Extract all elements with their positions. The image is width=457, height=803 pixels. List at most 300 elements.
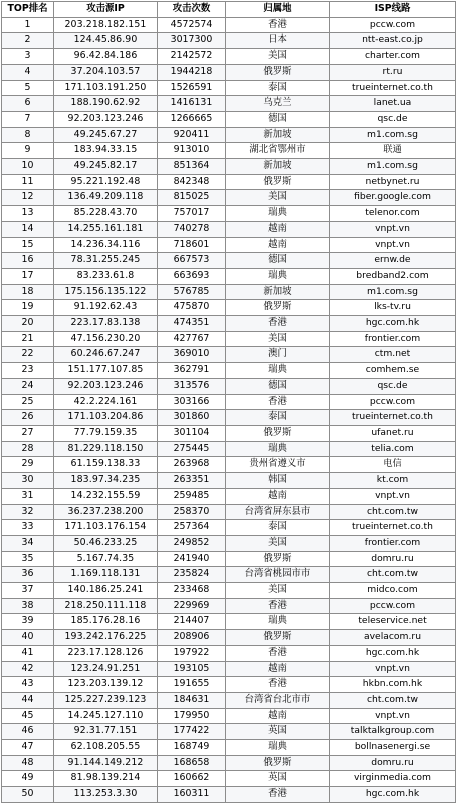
cell-location: 新加坡 — [226, 284, 330, 300]
cell-isp: frontier.com — [330, 535, 456, 551]
cell-rank: 7 — [2, 111, 54, 127]
table-row — [2, 17, 456, 33]
table-row — [2, 724, 456, 740]
table-row — [2, 268, 456, 284]
cell-attack-count: 475870 — [158, 300, 226, 316]
table-row — [2, 221, 456, 237]
table-row — [2, 174, 456, 190]
table-row — [2, 237, 456, 253]
cell-location: 新加坡 — [226, 127, 330, 143]
cell-rank: 41 — [2, 645, 54, 661]
cell-isp: qsc.de — [330, 111, 456, 127]
table-body — [2, 17, 456, 802]
cell-attack-count: 301860 — [158, 410, 226, 426]
cell-isp: kt.com — [330, 473, 456, 489]
cell-source-ip: 92.203.123.246 — [54, 111, 158, 127]
cell-attack-count: 576785 — [158, 284, 226, 300]
cell-isp: teleservice.net — [330, 614, 456, 630]
cell-attack-count: 214407 — [158, 614, 226, 630]
cell-source-ip: 113.253.3.30 — [54, 787, 158, 803]
cell-location: 泰国 — [226, 80, 330, 96]
cell-attack-count: 197922 — [158, 645, 226, 661]
cell-location: 新加坡 — [226, 159, 330, 175]
cell-isp: cht.com.tw — [330, 567, 456, 583]
cell-attack-count: 842348 — [158, 174, 226, 190]
cell-location: 泰国 — [226, 520, 330, 536]
cell-attack-count: 427767 — [158, 331, 226, 347]
cell-location: 香港 — [226, 316, 330, 332]
cell-location: 瑞典 — [226, 206, 330, 222]
cell-location: 美国 — [226, 583, 330, 599]
cell-location: 美国 — [226, 49, 330, 65]
cell-rank: 12 — [2, 190, 54, 206]
cell-isp: fiber.google.com — [330, 190, 456, 206]
cell-isp: pccw.com — [330, 598, 456, 614]
cell-source-ip: 175.156.135.122 — [54, 284, 158, 300]
cell-source-ip: 95.221.192.48 — [54, 174, 158, 190]
table-row — [2, 159, 456, 175]
cell-location: 台湾省桃园市市 — [226, 567, 330, 583]
cell-source-ip: 203.218.182.151 — [54, 17, 158, 33]
cell-attack-count: 4572574 — [158, 17, 226, 33]
cell-location: 乌克兰 — [226, 96, 330, 112]
cell-rank: 43 — [2, 677, 54, 693]
cell-rank: 29 — [2, 457, 54, 473]
cell-source-ip: 14.232.155.59 — [54, 488, 158, 504]
cell-rank: 36 — [2, 567, 54, 583]
cell-rank: 14 — [2, 221, 54, 237]
cell-rank: 11 — [2, 174, 54, 190]
attack-source-table — [1, 1, 456, 803]
cell-isp: telenor.com — [330, 206, 456, 222]
cell-source-ip: 193.242.176.225 — [54, 630, 158, 646]
cell-location: 澳门 — [226, 347, 330, 363]
cell-attack-count: 663693 — [158, 268, 226, 284]
cell-attack-count: 1416131 — [158, 96, 226, 112]
table-header — [2, 2, 456, 18]
cell-location: 瑞典 — [226, 268, 330, 284]
cell-rank: 15 — [2, 237, 54, 253]
cell-rank: 3 — [2, 49, 54, 65]
table-row — [2, 708, 456, 724]
cell-isp: trueinternet.co.th — [330, 410, 456, 426]
cell-attack-count: 369010 — [158, 347, 226, 363]
cell-rank: 45 — [2, 708, 54, 724]
cell-attack-count: 177422 — [158, 724, 226, 740]
cell-source-ip: 123.203.139.12 — [54, 677, 158, 693]
cell-source-ip: 14.245.127.110 — [54, 708, 158, 724]
header-rank: TOP排名 — [2, 2, 54, 18]
table-row — [2, 363, 456, 379]
cell-rank: 31 — [2, 488, 54, 504]
cell-isp: m1.com.sg — [330, 159, 456, 175]
cell-source-ip: 42.2.224.161 — [54, 394, 158, 410]
cell-source-ip: 185.176.28.16 — [54, 614, 158, 630]
table-row — [2, 33, 456, 49]
cell-source-ip: 61.159.138.33 — [54, 457, 158, 473]
cell-rank: 35 — [2, 551, 54, 567]
cell-location: 香港 — [226, 645, 330, 661]
cell-attack-count: 179950 — [158, 708, 226, 724]
cell-source-ip: 60.246.67.247 — [54, 347, 158, 363]
cell-rank: 10 — [2, 159, 54, 175]
cell-isp: hgc.com.hk — [330, 787, 456, 803]
cell-rank: 32 — [2, 504, 54, 520]
cell-source-ip: 85.228.43.70 — [54, 206, 158, 222]
table-row — [2, 378, 456, 394]
cell-isp: hgc.com.hk — [330, 645, 456, 661]
cell-rank: 2 — [2, 33, 54, 49]
cell-location: 香港 — [226, 394, 330, 410]
cell-source-ip: 218.250.111.118 — [54, 598, 158, 614]
cell-isp: virginmedia.com — [330, 771, 456, 787]
table-row — [2, 504, 456, 520]
cell-isp: telia.com — [330, 441, 456, 457]
table-row — [2, 661, 456, 677]
cell-source-ip: 171.103.204.86 — [54, 410, 158, 426]
cell-source-ip: 92.31.77.151 — [54, 724, 158, 740]
cell-rank: 27 — [2, 425, 54, 441]
table-row — [2, 111, 456, 127]
cell-isp: bredband2.com — [330, 268, 456, 284]
cell-rank: 16 — [2, 253, 54, 269]
cell-attack-count: 301104 — [158, 425, 226, 441]
header-isp: ISP线路 — [330, 2, 456, 18]
cell-attack-count: 815025 — [158, 190, 226, 206]
cell-location: 越南 — [226, 221, 330, 237]
cell-attack-count: 208906 — [158, 630, 226, 646]
cell-location: 越南 — [226, 488, 330, 504]
cell-source-ip: 125.227.239.123 — [54, 692, 158, 708]
cell-rank: 47 — [2, 740, 54, 756]
cell-isp: pccw.com — [330, 17, 456, 33]
cell-rank: 9 — [2, 143, 54, 159]
cell-isp: pccw.com — [330, 394, 456, 410]
table-row — [2, 96, 456, 112]
cell-location: 香港 — [226, 598, 330, 614]
cell-source-ip: 77.79.159.35 — [54, 425, 158, 441]
table-row — [2, 787, 456, 803]
header-row — [2, 2, 456, 18]
cell-rank: 20 — [2, 316, 54, 332]
cell-location: 德国 — [226, 111, 330, 127]
cell-location: 英国 — [226, 724, 330, 740]
cell-attack-count: 184631 — [158, 692, 226, 708]
cell-location: 香港 — [226, 677, 330, 693]
cell-attack-count: 3017300 — [158, 33, 226, 49]
table-row — [2, 583, 456, 599]
cell-location: 俄罗斯 — [226, 630, 330, 646]
cell-rank: 24 — [2, 378, 54, 394]
cell-source-ip: 36.237.238.200 — [54, 504, 158, 520]
cell-isp: vnpt.vn — [330, 708, 456, 724]
cell-rank: 4 — [2, 64, 54, 80]
cell-rank: 17 — [2, 268, 54, 284]
cell-rank: 34 — [2, 535, 54, 551]
cell-source-ip: 14.255.161.181 — [54, 221, 158, 237]
cell-isp: m1.com.sg — [330, 127, 456, 143]
cell-attack-count: 851364 — [158, 159, 226, 175]
cell-rank: 26 — [2, 410, 54, 426]
table-row — [2, 331, 456, 347]
cell-rank: 19 — [2, 300, 54, 316]
cell-rank: 49 — [2, 771, 54, 787]
table-row — [2, 614, 456, 630]
cell-location: 瑞典 — [226, 363, 330, 379]
table-row — [2, 755, 456, 771]
cell-source-ip: 171.103.191.250 — [54, 80, 158, 96]
table-row — [2, 64, 456, 80]
cell-isp: bollnasenergi.se — [330, 740, 456, 756]
cell-rank: 21 — [2, 331, 54, 347]
cell-source-ip: 136.49.209.118 — [54, 190, 158, 206]
cell-isp: frontier.com — [330, 331, 456, 347]
cell-rank: 8 — [2, 127, 54, 143]
table-row — [2, 771, 456, 787]
cell-rank: 13 — [2, 206, 54, 222]
cell-attack-count: 258370 — [158, 504, 226, 520]
table-row — [2, 441, 456, 457]
cell-rank: 30 — [2, 473, 54, 489]
cell-source-ip: 92.203.123.246 — [54, 378, 158, 394]
cell-isp: hkbn.com.hk — [330, 677, 456, 693]
cell-isp: 联通 — [330, 143, 456, 159]
cell-rank: 18 — [2, 284, 54, 300]
cell-location: 湖北省鄂州市 — [226, 143, 330, 159]
cell-attack-count: 667573 — [158, 253, 226, 269]
cell-rank: 1 — [2, 17, 54, 33]
table-row — [2, 425, 456, 441]
cell-source-ip: 81.98.139.214 — [54, 771, 158, 787]
cell-attack-count: 259485 — [158, 488, 226, 504]
table-row — [2, 645, 456, 661]
cell-rank: 50 — [2, 787, 54, 803]
cell-rank: 39 — [2, 614, 54, 630]
header-source-ip: 攻击源IP — [54, 2, 158, 18]
cell-attack-count: 1266665 — [158, 111, 226, 127]
cell-isp: charter.com — [330, 49, 456, 65]
cell-location: 德国 — [226, 253, 330, 269]
cell-location: 韩国 — [226, 473, 330, 489]
cell-location: 俄罗斯 — [226, 300, 330, 316]
cell-rank: 42 — [2, 661, 54, 677]
cell-isp: vnpt.vn — [330, 488, 456, 504]
cell-isp: rt.ru — [330, 64, 456, 80]
cell-source-ip: 91.144.149.212 — [54, 755, 158, 771]
cell-attack-count: 229969 — [158, 598, 226, 614]
cell-isp: trueinternet.co.th — [330, 520, 456, 536]
cell-source-ip: 81.229.118.150 — [54, 441, 158, 457]
cell-attack-count: 249852 — [158, 535, 226, 551]
cell-location: 日本 — [226, 33, 330, 49]
cell-isp: hgc.com.hk — [330, 316, 456, 332]
header-location: 归属地 — [226, 2, 330, 18]
cell-rank: 48 — [2, 755, 54, 771]
cell-attack-count: 757017 — [158, 206, 226, 222]
table-row — [2, 677, 456, 693]
cell-source-ip: 49.245.67.27 — [54, 127, 158, 143]
cell-attack-count: 303166 — [158, 394, 226, 410]
cell-source-ip: 151.177.107.85 — [54, 363, 158, 379]
cell-location: 德国 — [226, 378, 330, 394]
table-row — [2, 127, 456, 143]
table-row — [2, 143, 456, 159]
cell-rank: 6 — [2, 96, 54, 112]
cell-location: 美国 — [226, 190, 330, 206]
cell-rank: 28 — [2, 441, 54, 457]
table-row — [2, 347, 456, 363]
cell-isp: comhem.se — [330, 363, 456, 379]
cell-attack-count: 913010 — [158, 143, 226, 159]
cell-isp: midco.com — [330, 583, 456, 599]
cell-attack-count: 233468 — [158, 583, 226, 599]
cell-attack-count: 193105 — [158, 661, 226, 677]
cell-attack-count: 313576 — [158, 378, 226, 394]
cell-location: 泰国 — [226, 410, 330, 426]
cell-source-ip: 223.17.83.138 — [54, 316, 158, 332]
table-row — [2, 692, 456, 708]
cell-isp: m1.com.sg — [330, 284, 456, 300]
table-row — [2, 551, 456, 567]
cell-attack-count: 235824 — [158, 567, 226, 583]
cell-isp: ctm.net — [330, 347, 456, 363]
cell-isp: trueinternet.co.th — [330, 80, 456, 96]
table-row — [2, 394, 456, 410]
cell-attack-count: 1944218 — [158, 64, 226, 80]
cell-source-ip: 96.42.84.186 — [54, 49, 158, 65]
cell-attack-count: 257364 — [158, 520, 226, 536]
cell-isp: ernw.de — [330, 253, 456, 269]
cell-isp: cht.com.tw — [330, 692, 456, 708]
cell-rank: 23 — [2, 363, 54, 379]
cell-rank: 40 — [2, 630, 54, 646]
table-row — [2, 740, 456, 756]
cell-location: 瑞典 — [226, 740, 330, 756]
cell-source-ip: 91.192.62.43 — [54, 300, 158, 316]
cell-attack-count: 474351 — [158, 316, 226, 332]
cell-source-ip: 171.103.176.154 — [54, 520, 158, 536]
table-row — [2, 488, 456, 504]
cell-rank: 5 — [2, 80, 54, 96]
table-row — [2, 253, 456, 269]
table-row — [2, 190, 456, 206]
cell-location: 俄罗斯 — [226, 174, 330, 190]
cell-rank: 22 — [2, 347, 54, 363]
cell-source-ip: 123.24.91.251 — [54, 661, 158, 677]
cell-attack-count: 241940 — [158, 551, 226, 567]
cell-location: 贵州省遵义市 — [226, 457, 330, 473]
table-row — [2, 49, 456, 65]
attack-source-table-container — [1, 1, 455, 803]
table-row — [2, 598, 456, 614]
cell-isp: netbynet.ru — [330, 174, 456, 190]
cell-location: 英国 — [226, 771, 330, 787]
cell-location: 越南 — [226, 237, 330, 253]
cell-isp: domru.ru — [330, 551, 456, 567]
table-row — [2, 300, 456, 316]
cell-location: 香港 — [226, 787, 330, 803]
cell-location: 瑞典 — [226, 441, 330, 457]
table-row — [2, 410, 456, 426]
cell-source-ip: 5.167.74.35 — [54, 551, 158, 567]
cell-location: 俄罗斯 — [226, 64, 330, 80]
cell-isp: ntt-east.co.jp — [330, 33, 456, 49]
cell-isp: cht.com.tw — [330, 504, 456, 520]
cell-isp: avelacom.ru — [330, 630, 456, 646]
cell-location: 美国 — [226, 331, 330, 347]
cell-source-ip: 47.156.230.20 — [54, 331, 158, 347]
cell-attack-count: 263968 — [158, 457, 226, 473]
cell-source-ip: 50.46.233.25 — [54, 535, 158, 551]
cell-location: 俄罗斯 — [226, 425, 330, 441]
cell-isp: 电信 — [330, 457, 456, 473]
cell-location: 越南 — [226, 708, 330, 724]
cell-attack-count: 160662 — [158, 771, 226, 787]
cell-attack-count: 191655 — [158, 677, 226, 693]
cell-location: 美国 — [226, 535, 330, 551]
table-row — [2, 535, 456, 551]
cell-rank: 25 — [2, 394, 54, 410]
cell-attack-count: 740278 — [158, 221, 226, 237]
cell-isp: qsc.de — [330, 378, 456, 394]
cell-isp: talktalkgroup.com — [330, 724, 456, 740]
cell-rank: 44 — [2, 692, 54, 708]
cell-attack-count: 362791 — [158, 363, 226, 379]
table-row — [2, 316, 456, 332]
cell-attack-count: 1526591 — [158, 80, 226, 96]
cell-location: 俄罗斯 — [226, 755, 330, 771]
cell-source-ip: 183.94.33.15 — [54, 143, 158, 159]
cell-isp: lks-tv.ru — [330, 300, 456, 316]
cell-isp: lanet.ua — [330, 96, 456, 112]
cell-attack-count: 2142572 — [158, 49, 226, 65]
cell-source-ip: 49.245.82.17 — [54, 159, 158, 175]
cell-source-ip: 188.190.62.92 — [54, 96, 158, 112]
table-row — [2, 473, 456, 489]
table-row — [2, 630, 456, 646]
cell-location: 瑞典 — [226, 614, 330, 630]
table-row — [2, 457, 456, 473]
table-row — [2, 567, 456, 583]
table-row — [2, 284, 456, 300]
cell-isp: ufanet.ru — [330, 425, 456, 441]
cell-rank: 38 — [2, 598, 54, 614]
cell-isp: vnpt.vn — [330, 661, 456, 677]
cell-source-ip: 37.204.103.57 — [54, 64, 158, 80]
cell-attack-count: 263351 — [158, 473, 226, 489]
table-row — [2, 520, 456, 536]
table-row — [2, 80, 456, 96]
cell-isp: vnpt.vn — [330, 237, 456, 253]
cell-location: 台湾省屏东县市 — [226, 504, 330, 520]
header-attack-count: 攻击次数 — [158, 2, 226, 18]
cell-rank: 37 — [2, 583, 54, 599]
cell-rank: 46 — [2, 724, 54, 740]
cell-isp: vnpt.vn — [330, 221, 456, 237]
cell-attack-count: 168749 — [158, 740, 226, 756]
cell-attack-count: 168658 — [158, 755, 226, 771]
cell-location: 俄罗斯 — [226, 551, 330, 567]
cell-isp: domru.ru — [330, 755, 456, 771]
cell-attack-count: 160311 — [158, 787, 226, 803]
cell-source-ip: 83.233.61.8 — [54, 268, 158, 284]
cell-location: 越南 — [226, 661, 330, 677]
cell-source-ip: 183.97.34.235 — [54, 473, 158, 489]
cell-attack-count: 275445 — [158, 441, 226, 457]
cell-source-ip: 14.236.34.116 — [54, 237, 158, 253]
table-row — [2, 206, 456, 222]
cell-source-ip: 223.17.128.126 — [54, 645, 158, 661]
